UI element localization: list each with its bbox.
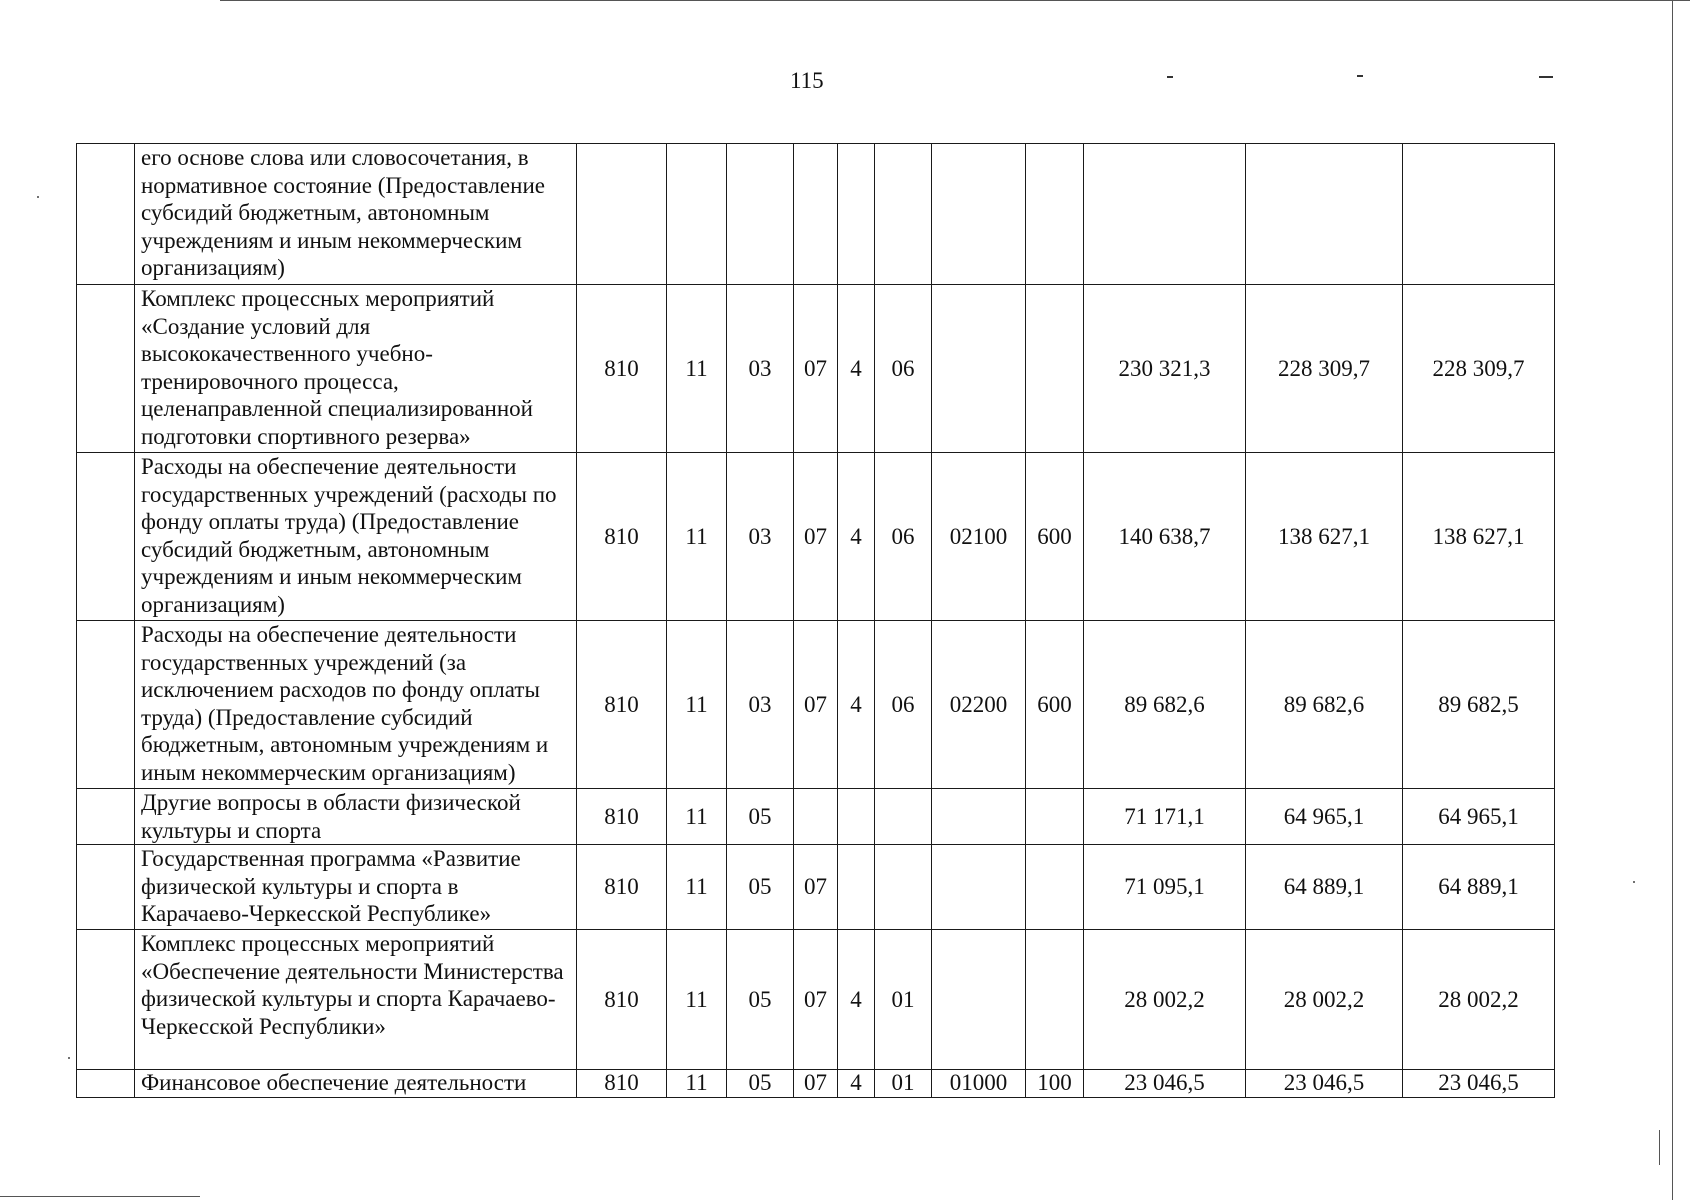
cell-type (838, 789, 875, 845)
cell-ved (577, 144, 667, 285)
cell-rz: 11 (667, 1070, 727, 1098)
cell-pr: 05 (727, 789, 794, 845)
cell-pr: 03 (727, 621, 794, 789)
cell-year2: 23 046,5 (1246, 1070, 1403, 1098)
cell-type: 4 (838, 1070, 875, 1098)
cell-complex: 01 (875, 930, 932, 1070)
blank-cell (77, 285, 135, 453)
cell-expense-type (1026, 845, 1084, 930)
table-row (77, 1070, 1555, 1098)
cell-type: 4 (838, 621, 875, 789)
table-row (77, 285, 1555, 453)
scan-top-line (220, 0, 1690, 1)
cell-year2 (1246, 144, 1403, 285)
blank-cell (77, 845, 135, 930)
cell-gp (794, 144, 838, 285)
cell-gp (794, 789, 838, 845)
cell-type: 4 (838, 930, 875, 1070)
cell-expense-type (1026, 930, 1084, 1070)
cell-ved: 810 (577, 930, 667, 1070)
speck (37, 196, 39, 198)
dash-mark (1539, 76, 1553, 78)
cell-ved: 810 (577, 845, 667, 930)
dash-mark (1167, 76, 1173, 78)
cell-complex (875, 845, 932, 930)
cell-year1: 230 321,3 (1084, 285, 1246, 453)
cell-direction (932, 845, 1026, 930)
table-row (77, 845, 1555, 930)
cell-pr: 05 (727, 845, 794, 930)
blank-cell (77, 144, 135, 285)
table-row (77, 930, 1555, 1070)
cell-name: Расходы на обеспечение деятельности государственных учреждений (расходы по фонду оплаты труда) (Предоставление субсидий бюджетным, автономным учреждениям и иным некоммерческим организациям) (135, 453, 577, 621)
cell-year3 (1403, 144, 1555, 285)
cell-year1: 89 682,6 (1084, 621, 1246, 789)
cell-year3: 64 889,1 (1403, 845, 1555, 930)
cell-year3: 138 627,1 (1403, 453, 1555, 621)
cell-ved: 810 (577, 453, 667, 621)
cell-year1: 71 171,1 (1084, 789, 1246, 845)
cell-year1: 23 046,5 (1084, 1070, 1246, 1098)
cell-direction: 02100 (932, 453, 1026, 621)
cell-name: его основе слова или словосочетания, в нормативное состояние (Предоставление субсидий бюджетным, автономным учреждениям и иным некоммерческим организациям) (135, 144, 577, 285)
cell-complex: 06 (875, 453, 932, 621)
cell-gp: 07 (794, 285, 838, 453)
cell-direction: 02200 (932, 621, 1026, 789)
cell-name: Другие вопросы в области физической культуры и спорта (135, 789, 577, 845)
cell-year2: 89 682,6 (1246, 621, 1403, 789)
cell-complex: 06 (875, 285, 932, 453)
cell-gp: 07 (794, 930, 838, 1070)
cell-year3: 89 682,5 (1403, 621, 1555, 789)
cell-rz: 11 (667, 285, 727, 453)
cell-year3: 64 965,1 (1403, 789, 1555, 845)
cell-direction (932, 285, 1026, 453)
cell-year3: 23 046,5 (1403, 1070, 1555, 1098)
cell-direction (932, 930, 1026, 1070)
cell-name: Финансовое обеспечение деятельности (135, 1070, 577, 1098)
cell-year1: 71 095,1 (1084, 845, 1246, 930)
cell-rz: 11 (667, 789, 727, 845)
cell-complex: 06 (875, 621, 932, 789)
cell-expense-type: 600 (1026, 621, 1084, 789)
table-row (77, 621, 1555, 789)
cell-gp: 07 (794, 845, 838, 930)
cell-expense-type (1026, 285, 1084, 453)
cell-rz (667, 144, 727, 285)
cell-direction: 01000 (932, 1070, 1026, 1098)
table-body (77, 144, 1555, 1098)
cell-type: 4 (838, 285, 875, 453)
scan-right-line (1672, 0, 1673, 1200)
cell-rz: 11 (667, 930, 727, 1070)
scan-margin-mark (1659, 1130, 1660, 1165)
cell-year3: 228 309,7 (1403, 285, 1555, 453)
blank-cell (77, 789, 135, 845)
cell-year2: 228 309,7 (1246, 285, 1403, 453)
cell-gp: 07 (794, 453, 838, 621)
cell-type (838, 845, 875, 930)
cell-name: Комплекс процессных мероприятий «Создание условий для высококачественного учебно-тренировочного процесса, целенаправленной специализированной подготовки спортивного резерва» (135, 285, 577, 453)
cell-name: Комплекс процессных мероприятий «Обеспечение деятельности Министерства физической культуры и спорта Карачаево-Черкесской Республики» (135, 930, 577, 1070)
dash-mark (1357, 75, 1363, 77)
cell-expense-type: 600 (1026, 453, 1084, 621)
cell-expense-type: 100 (1026, 1070, 1084, 1098)
cell-type: 4 (838, 453, 875, 621)
cell-name: Государственная программа «Развитие физической культуры и спорта в Карачаево-Черкесской Республике» (135, 845, 577, 930)
cell-complex: 01 (875, 1070, 932, 1098)
cell-year3: 28 002,2 (1403, 930, 1555, 1070)
cell-gp: 07 (794, 1070, 838, 1098)
cell-type (838, 144, 875, 285)
table-row (77, 144, 1555, 285)
cell-pr: 03 (727, 285, 794, 453)
cell-complex (875, 789, 932, 845)
cell-expense-type (1026, 144, 1084, 285)
cell-rz: 11 (667, 845, 727, 930)
cell-year2: 64 889,1 (1246, 845, 1403, 930)
table-row (77, 789, 1555, 845)
cell-pr (727, 144, 794, 285)
cell-ved: 810 (577, 285, 667, 453)
table-row (77, 453, 1555, 621)
cell-year2: 138 627,1 (1246, 453, 1403, 621)
cell-direction (932, 789, 1026, 845)
cell-ved: 810 (577, 789, 667, 845)
cell-name: Расходы на обеспечение деятельности государственных учреждений (за исключением расходов по фонду оплаты труда) (Предоставление субсидий бюджетным, автономным учреждениям и иным некоммерческим организациям) (135, 621, 577, 789)
cell-ved: 810 (577, 1070, 667, 1098)
blank-cell (77, 453, 135, 621)
page-number: 115 (790, 68, 824, 93)
blank-cell (77, 930, 135, 1070)
cell-pr: 05 (727, 1070, 794, 1098)
cell-pr: 05 (727, 930, 794, 1070)
budget-table (76, 143, 1555, 1098)
speck (1633, 881, 1635, 883)
scan-bottom-line (0, 1196, 200, 1197)
cell-pr: 03 (727, 453, 794, 621)
cell-year1: 28 002,2 (1084, 930, 1246, 1070)
cell-gp: 07 (794, 621, 838, 789)
cell-year2: 28 002,2 (1246, 930, 1403, 1070)
cell-expense-type (1026, 789, 1084, 845)
cell-rz: 11 (667, 621, 727, 789)
cell-year1 (1084, 144, 1246, 285)
cell-year1: 140 638,7 (1084, 453, 1246, 621)
cell-year2: 64 965,1 (1246, 789, 1403, 845)
blank-cell (77, 1070, 135, 1098)
cell-ved: 810 (577, 621, 667, 789)
speck (68, 1057, 70, 1059)
cell-rz: 11 (667, 453, 727, 621)
cell-direction (932, 144, 1026, 285)
cell-complex (875, 144, 932, 285)
blank-cell (77, 621, 135, 789)
